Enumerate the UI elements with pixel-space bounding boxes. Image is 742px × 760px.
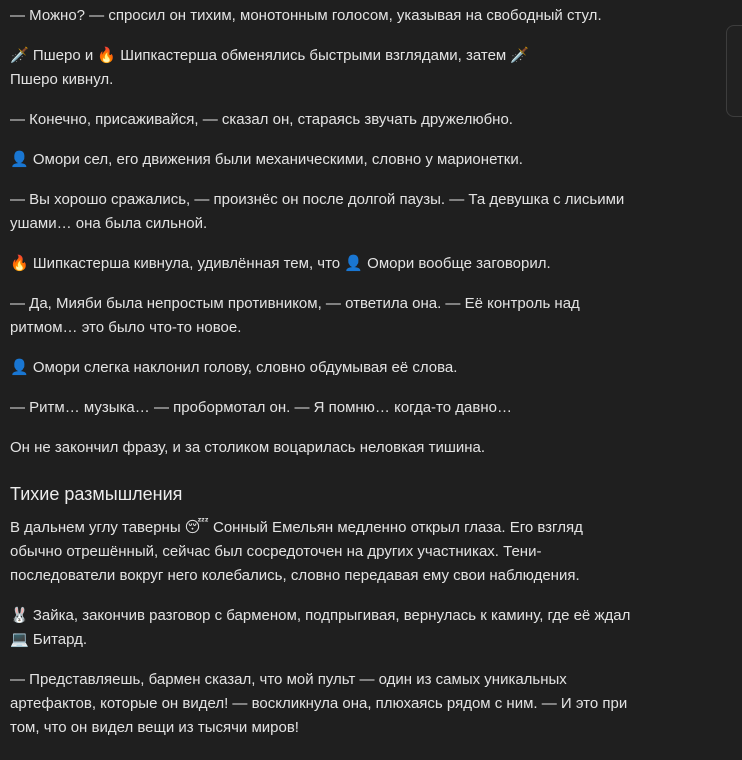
story-paragraph: 🗡️ Пшеро и 🔥 Шипкастерша обменялись быстрыми взглядами, затем 🗡️ Пшеро кивнул. <box>10 47 530 88</box>
story-paragraph: В дальнем углу таверны 😴 Сонный Емельян медленно открыл глаза. Его взгляд обычно отрешённый, сейчас был сосредоточен на других участниках. Тени- последователи вокруг него колебались, словно передавая ему свои наблюдения. <box>10 519 583 584</box>
story-paragraph: — Ритм… музыка… — пробормотал он. — Я помню… когда-то давно… <box>10 399 512 416</box>
story-paragraph: 🔥 Шипкастерша кивнула, удивлённая тем, что 👤 Омори вообще заговорил. <box>10 255 551 272</box>
story-paragraph: 👤 Омори сел, его движения были механическими, словно у марионетки. <box>10 151 523 168</box>
story-paragraph: Он не закончил фразу, и за столиком воцарилась неловкая тишина. <box>10 439 486 456</box>
story-content <box>10 4 690 756</box>
story-paragraph: — Вы хорошо сражались, — произнёс он после долгой паузы. — Та девушка с лисьими ушами… она была сильной. <box>10 191 625 232</box>
story-paragraph: 👤 Омори слегка наклонил голову, словно обдумывая её слова. <box>10 359 458 376</box>
side-panel-edge[interactable] <box>726 25 742 117</box>
story-paragraph: 🐰 Зайка, закончив разговор с барменом, подпрыгивая, вернулась к камину, где её ждал 💻 Битард. <box>10 607 631 648</box>
section-heading: Тихие размышления <box>10 484 183 504</box>
story-paragraph: — Представляешь, бармен сказал, что мой пульт — один из самых уникальных артефактов, которые он видел! — воскликнула она, плюхаясь рядом с ним. — И это при том, что он видел вещи из тысячи миров! <box>10 671 628 736</box>
story-paragraph: — Да, Мияби была непростым противником, — ответила она. — Её контроль над ритмом… это было что-то новое. <box>10 295 580 336</box>
story-paragraph: — Конечно, присаживайся, — сказал он, стараясь звучать дружелюбно. <box>10 111 513 128</box>
story-paragraph: — Можно? — спросил он тихим, монотонным голосом, указывая на свободный стул. <box>10 7 602 24</box>
